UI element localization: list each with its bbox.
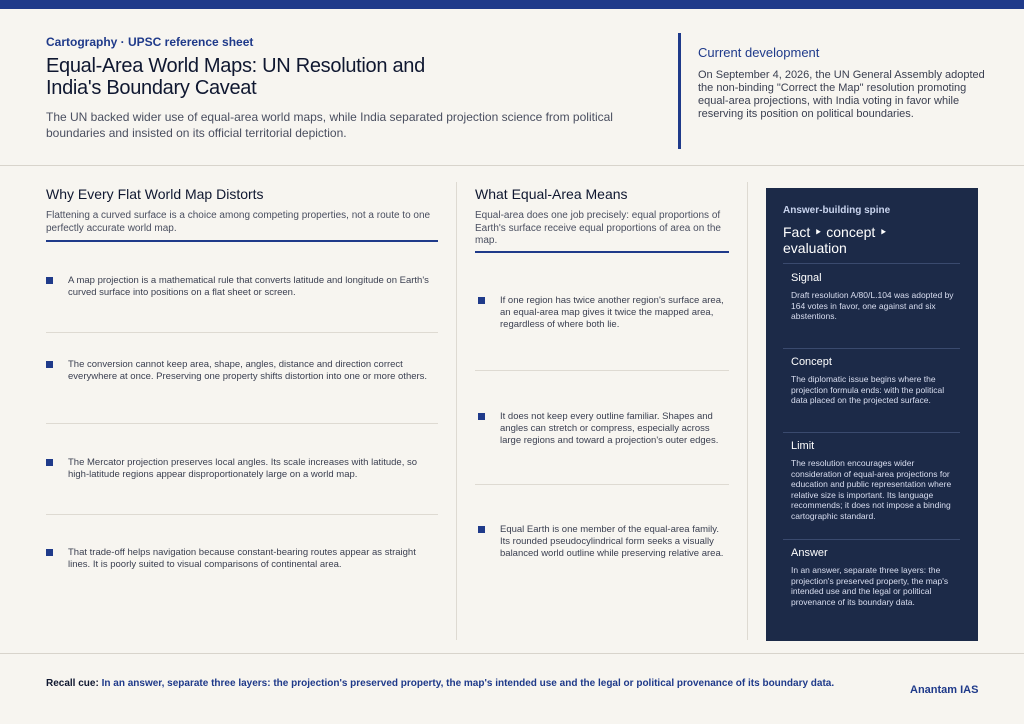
- recall-text: In an answer, separate three layers: the projection's preserved property, the map's intended use and the legal or political provenance of its boundary data.: [101, 678, 835, 689]
- list-item: [478, 524, 730, 564]
- page-header: [0, 9, 1024, 166]
- list-item: [46, 275, 438, 315]
- bullet-square-icon: [478, 297, 485, 304]
- panel-divider: [783, 263, 960, 264]
- list-item-text: Equal Earth is one member of the equal-area family. Its rounded pseudocylindrical form seeks a visually balanced world outline while preserving relative area.: [500, 524, 724, 559]
- recall-label: Recall cue:: [46, 678, 99, 689]
- brand-name: Anantam IAS: [910, 684, 979, 696]
- panel-section-heading: Concept: [791, 356, 832, 368]
- column-divider: [456, 182, 457, 640]
- bullet-square-icon: [46, 459, 53, 466]
- bullet-square-icon: [46, 277, 53, 284]
- list-item: [478, 295, 730, 335]
- panel-section-text: The diplomatic issue begins where the projection formula ends: with the political data placed on the projected surface.: [791, 374, 945, 405]
- left-column-subtitle: Flattening a curved surface is a choice among competing properties, not a route to one perfectly accurate world map.: [46, 210, 431, 234]
- list-item-text: If one region has twice another region's surface area, an equal-area map gives it twice the mapped area, regardless of where both lie.: [500, 295, 724, 330]
- panel-title: Fact ‣ concept ‣ evaluation: [783, 224, 888, 256]
- current-development-rule: [678, 33, 681, 149]
- list-item-text: A map projection is a mathematical rule that converts latitude and longitude on Earth's curved surface into positions on a flat sheet or screen.: [68, 275, 429, 298]
- bullet-square-icon: [478, 413, 485, 420]
- recall-cue: [46, 677, 846, 690]
- current-development-text: On September 4, 2026, the UN General Assembly adopted the non-binding "Correct the Map" resolution promoting equal-area projections, with India voting in favor while reserving its position on political boundaries.: [698, 69, 985, 120]
- answer-spine-panel: [766, 188, 978, 641]
- list-item: [46, 547, 438, 587]
- panel-divider: [783, 432, 960, 433]
- panel-section-text: The resolution encourages wider consideration of equal-area projections for education and public representation where relative size is important. Its language recommends; it does not impose a binding cartographic standard.: [791, 458, 952, 521]
- middle-column-subtitle: Equal-area does one job precisely: equal proportions of Earth's surface receive equal proportions of area on the map.: [475, 210, 721, 246]
- middle-column-title: What Equal-Area Means: [475, 186, 628, 202]
- list-item-text: The conversion cannot keep area, shape, angles, distance and direction correct everywhere at once. Preserving one property shifts distortion into one or more others.: [68, 359, 428, 382]
- top-accent-bar: [0, 0, 1024, 9]
- list-item-text: It does not keep every outline familiar. Shapes and angles can stretch or compress, especially across large regions and toward a projection's outer edges.: [500, 411, 719, 446]
- panel-section-text: Draft resolution A/80/L.104 was adopted by 164 votes in favor, one against and six abstentions.: [791, 290, 954, 321]
- list-item-text: That trade-off helps navigation because constant-bearing routes appear as straight lines. It is poorly suited to visual comparisons of continental area.: [68, 547, 416, 570]
- panel-divider: [783, 539, 960, 540]
- panel-divider: [783, 348, 960, 349]
- list-item: [478, 411, 730, 451]
- bullet-square-icon: [46, 361, 53, 368]
- page-lede: The UN backed wider use of equal-area world maps, while India separated projection science from political boundaries and insisted on its official territorial depiction.: [46, 110, 613, 140]
- list-item: [46, 359, 438, 399]
- divider: [475, 370, 729, 371]
- current-development-label: Current development: [698, 45, 820, 60]
- list-item-text: The Mercator projection preserves local angles. Its scale increases with latitude, so high-latitude regions appear disproportionately large on a world map.: [68, 457, 418, 480]
- left-column-rule: [46, 240, 438, 242]
- middle-column-rule: [475, 251, 729, 253]
- panel-section-text: In an answer, separate three layers: the projection's preserved property, the map's intended use and the legal or political provenance of its boundary data.: [791, 565, 949, 607]
- divider: [46, 514, 438, 515]
- page-title: Equal-Area World Maps: UN Resolution and India's Boundary Caveat: [46, 55, 425, 99]
- divider: [475, 484, 729, 485]
- left-column-title: Why Every Flat World Map Distorts: [46, 186, 264, 202]
- panel-section-heading: Limit: [791, 440, 815, 452]
- page-footer: [0, 653, 1024, 724]
- divider: [46, 332, 438, 333]
- header-kicker: Cartography · UPSC reference sheet: [46, 35, 254, 49]
- bullet-square-icon: [46, 549, 53, 556]
- panel-section-heading: Signal: [791, 272, 822, 284]
- panel-kicker: Answer-building spine: [783, 205, 891, 216]
- divider: [46, 423, 438, 424]
- list-item: [46, 457, 438, 497]
- panel-section-heading: Answer: [791, 547, 828, 559]
- column-divider: [747, 182, 748, 640]
- bullet-square-icon: [478, 526, 485, 533]
